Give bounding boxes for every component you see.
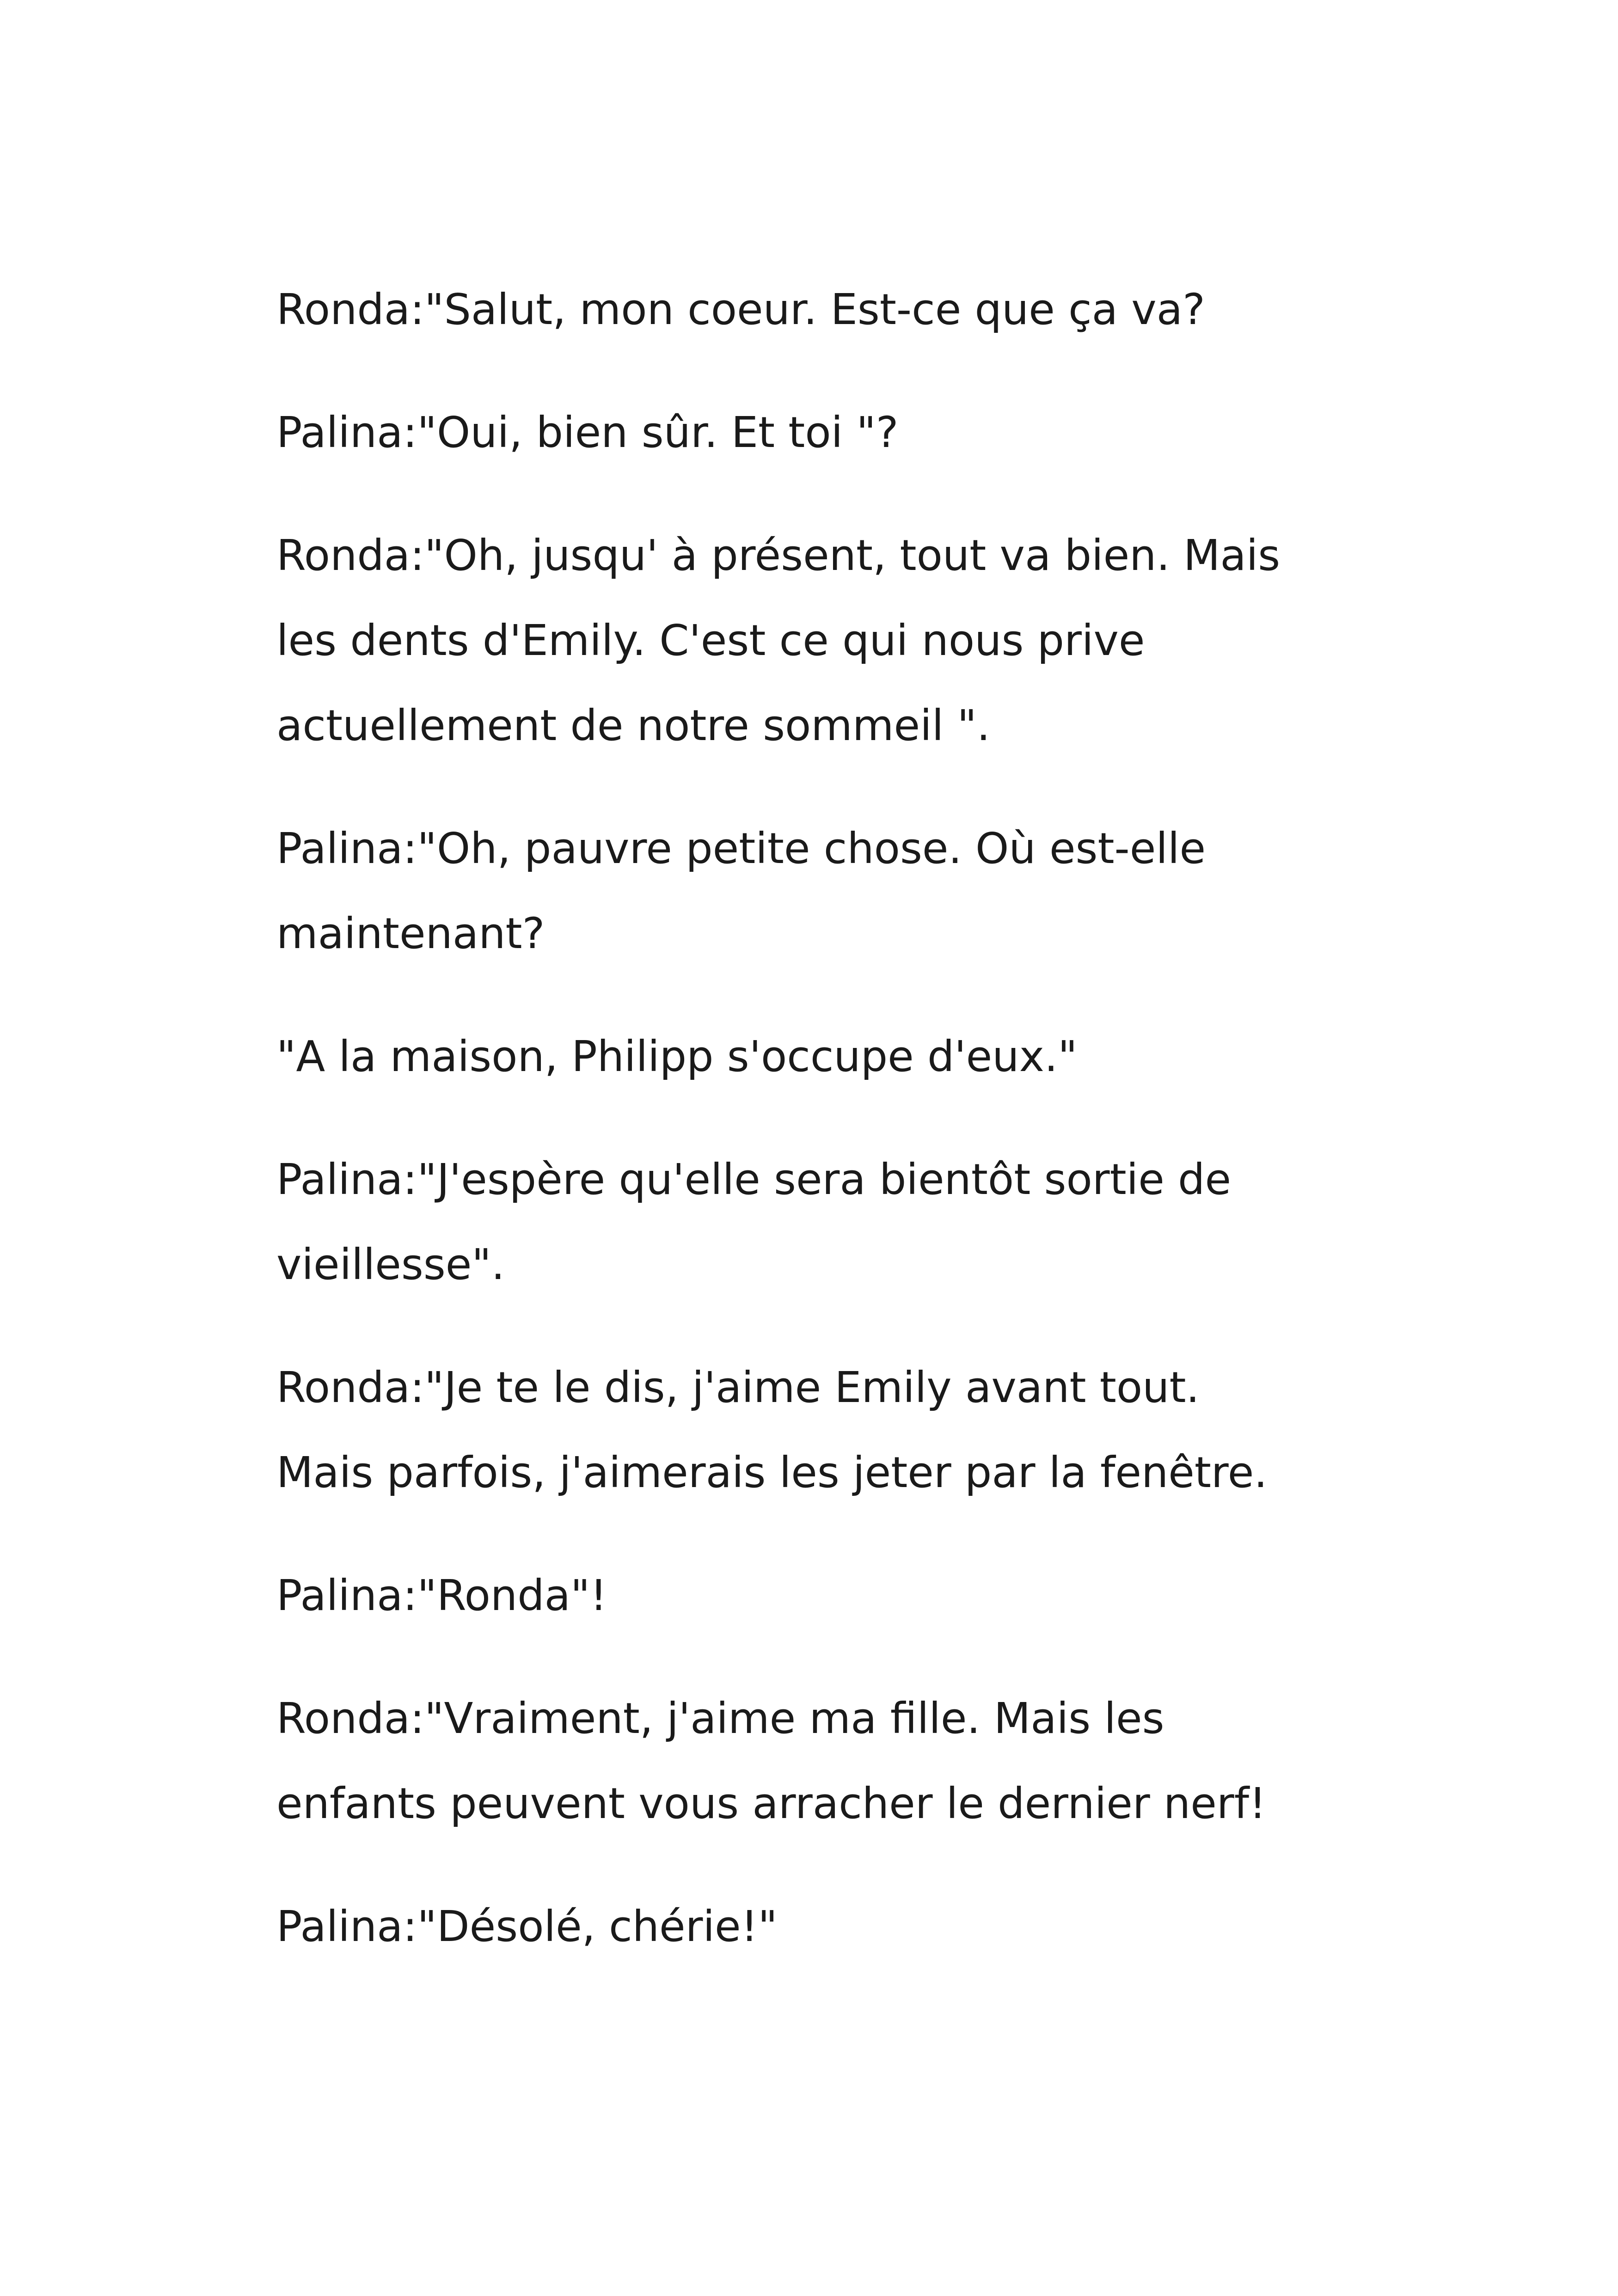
paragraph-7 xyxy=(276,1345,1386,1515)
paragraph-line: Palina:"Oui, bien sûr. Et toi "? xyxy=(276,408,899,457)
dialogue-text xyxy=(276,267,1386,2007)
paragraph-line: Ronda:"Je te le dis, j'aime Emily avant tout. xyxy=(276,1363,1200,1412)
paragraph-9 xyxy=(276,1676,1386,1846)
paragraph-line: Palina:"Désolé, chérie!" xyxy=(276,1902,778,1951)
paragraph-8 xyxy=(276,1553,1386,1638)
paragraph-line: Palina:"Ronda"! xyxy=(276,1571,607,1620)
paragraph-line: les dents d'Emily. C'est ce qui nous prive xyxy=(276,616,1145,665)
paragraph-4 xyxy=(276,806,1386,976)
paragraph-2 xyxy=(276,390,1386,475)
paragraph-10 xyxy=(276,1884,1386,1969)
paragraph-6 xyxy=(276,1137,1386,1307)
paragraph-line: Palina:"Oh, pauvre petite chose. Où est-elle xyxy=(276,824,1206,873)
paragraph-line: Ronda:"Salut, mon coeur. Est-ce que ça va? xyxy=(276,285,1205,334)
paragraph-line: maintenant? xyxy=(276,909,545,958)
paragraph-3 xyxy=(276,513,1386,768)
paragraph-line: enfants peuvent vous arracher le dernier nerf! xyxy=(276,1779,1266,1828)
paragraph-line: Palina:"J'espère qu'elle sera bientôt sortie de xyxy=(276,1155,1232,1204)
paragraph-line: vieillesse". xyxy=(276,1240,505,1289)
paragraph-line: "A la maison, Philipp s'occupe d'eux." xyxy=(276,1032,1078,1081)
paragraph-line: Ronda:"Vraiment, j'aime ma fille. Mais les xyxy=(276,1694,1164,1743)
paragraph-line: Mais parfois, j'aimerais les jeter par la fenêtre. xyxy=(276,1448,1268,1497)
paragraph-5 xyxy=(276,1014,1386,1099)
paragraph-line: actuellement de notre sommeil ". xyxy=(276,701,991,750)
paragraph-line: Ronda:"Oh, jusqu' à présent, tout va bien. Mais xyxy=(276,531,1281,580)
paragraph-1 xyxy=(276,267,1386,352)
